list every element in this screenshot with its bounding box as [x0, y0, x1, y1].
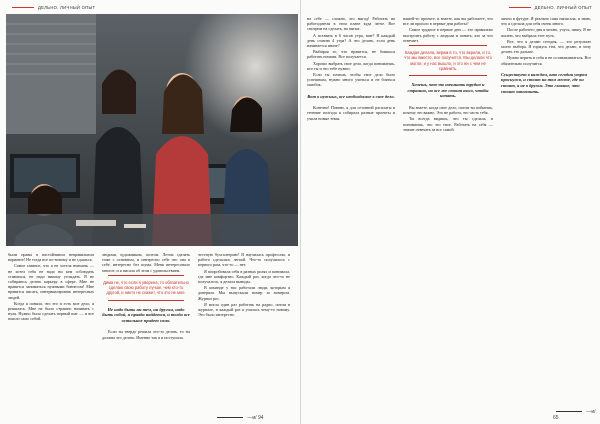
left-folio — [214, 415, 264, 421]
header-rule — [12, 7, 34, 8]
italic-lead: Хочешь, что-то начинать трудно и страшно, но все же стоит того, чтобы начать. — [407, 82, 489, 99]
quote-rule-top — [108, 275, 184, 276]
paragraph: Я могла один раз работать на радио, потом в журнале, и каждый раз я училась чему-то новому. Это было интересно. — [198, 301, 290, 318]
quote-rule-bottom — [409, 75, 487, 76]
paragraph: В команде у нас работали люди, которым я доверяла. Мы выпускали номер за номером. Журнал рос. — [198, 285, 290, 301]
folio-rule — [217, 417, 243, 418]
paragraph: Вы знаете, когда свое дело, потом ты поймешь, почему это важно. Это не работа, это часть тебя. — [403, 104, 493, 116]
paragraph: Если ты твердо решила что-то делать, то ты должна это делать. Именно так я и поступила. — [102, 329, 190, 340]
paragraph: Конечно! Помню, я для сезонной расплаты в течение полгода я собирала разные проекты и учила новые темы. — [307, 105, 395, 121]
paragraph: Когда я поняла, что это и есть мое дело, я решилась. Мне не было страшно начинать с нуля. Нужно было сделать первый шаг — и все пошло само собой. — [8, 300, 94, 322]
italic-lead: Вот в нужных, все необходимое в свое дело. — [307, 93, 395, 99]
paragraph: людьми, художником, поэтом. Летом сделать тоже с основном, и интересно себе что она в себе, интересно без шума. Меня интересовало многое, и я писала об этом с удовольствием. — [102, 252, 190, 273]
italic-lead: Не надо быть ни тем, ни другим, надо быть собой, и правда найдется, и тогда все остальное придет само. — [102, 306, 190, 323]
right-page-number: 65 — [553, 415, 559, 421]
paragraph: Самое главное, что я не хотела вмешать — не хотел себя не надо ни кем соблюдать ставиться, не надо никому угождать. Я не собираюсь делать карьеру в сфере. Мне не нравится заниматься нужными бизнесом! Мне нравится писать, интервьюировать интересных людей. — [8, 263, 94, 300]
folio-mark: —и/ — [247, 415, 257, 421]
italic-lead: Существует в каждом, кто сегодня утром проснулся, и стоит на том месте, где он стоит, а не в другом. Это главное, что стоит запомнить. — [501, 71, 588, 94]
right-column-2 — [403, 16, 493, 133]
right-folio — [553, 409, 600, 421]
paragraph: нашей-то проекте, и знаете, как вы работаете, что все ли прошло в первые дни работы? — [403, 16, 493, 27]
paragraph: Если ты хочешь, чтобы твое дело было успешным, нужно много учиться и не бояться ошибок. — [307, 72, 395, 88]
right-column-1 — [307, 16, 395, 122]
pull-quote: Дима не, что если я уверена, то обязательно сделаю свою работу лучше, чем кто-то другой, и никто не скажет, что это не мое. — [103, 279, 189, 296]
paragraph: честную бухгалтерию! Я научилась профессии, и работа сделалась легкой. Что-то получилось с первого раза, что-то — нет. — [198, 252, 290, 268]
paragraph: Самое трудное в первые дни — это правильно выстроить работу с людьми и понять, кто за что отвечает. — [403, 27, 493, 43]
folio-mark: —и/ — [586, 409, 596, 415]
paragraph: После рабочего дня я читаю, учусь, пишу. Я не жалею, что выбрала этот путь. — [501, 27, 591, 38]
quote-rule-bottom — [108, 300, 184, 301]
paragraph: Выбирая то, что нравится, не боишься работать ночами. Все получается. — [307, 49, 395, 60]
left-column-2 — [102, 252, 190, 341]
paragraph: Ты всегда видишь, что ты сделала, и понимаешь, что это твое. Работать на себя — значит отвечать за все самой. — [403, 116, 493, 132]
paragraph: были правы в настойчивом неправильном варианте! Не тогда все по-новому и не сдашься. — [8, 252, 94, 263]
paragraph: на себе — сложно, это выгод! Работать на работодателя в этом плане куда легче. Вот смотрим на сделать, на пятых. — [307, 16, 395, 32]
paragraph: лично в футуре. Я реально сама написала, и знаю, что я сделала для себя очень много. — [501, 16, 591, 27]
left-column-1 — [8, 252, 94, 323]
right-page-header — [505, 5, 592, 10]
quote-rule-top — [409, 45, 487, 46]
left-page-number: 94 — [257, 415, 264, 421]
folio-rule — [556, 411, 582, 412]
left-page-header — [8, 5, 95, 10]
left-column-3 — [198, 252, 290, 318]
paragraph: Нужно верить в себя и не останавливаться. Все обязательно получится. — [501, 55, 591, 66]
pull-quote: Каждая делала, верим в то, что верили, и то, что мы вместе, все получится. Мы делали что могли, и у нас вышло, и это ни с чем не сравнить. — [404, 50, 492, 71]
office-photo — [6, 14, 298, 246]
right-column-3 — [501, 16, 591, 100]
left-header-text: ДЕЛЬНО. ЛИЧНЫЙ ОПЫТ — [38, 5, 96, 10]
paragraph: Хорошо выбрать свое дело, когда понимаешь, кто ты и что тебе нужно. — [307, 60, 395, 71]
paragraph: Я попробовала себя в разных ролях и понимала, где мне комфортно. Каждый раз, когда что-то не получалось, я делала выводы. — [198, 268, 290, 285]
paragraph: А вставать в 6 часов утра, мне? Я каждый день ставлю 4 утра? А что делать, если день начинается иначе? — [307, 32, 395, 49]
right-header-text: ДЕЛЬНО. ЛИЧНЫЙ ОПЫТ — [534, 5, 592, 10]
header-rule — [509, 7, 531, 8]
right-page — [301, 0, 600, 424]
office-photo-image — [6, 14, 298, 246]
paragraph: Все, что я делаю сегодня, — это результат моего выбора. Я горжусь тем, что делаю, и хочу делать это дальше. — [501, 38, 591, 55]
